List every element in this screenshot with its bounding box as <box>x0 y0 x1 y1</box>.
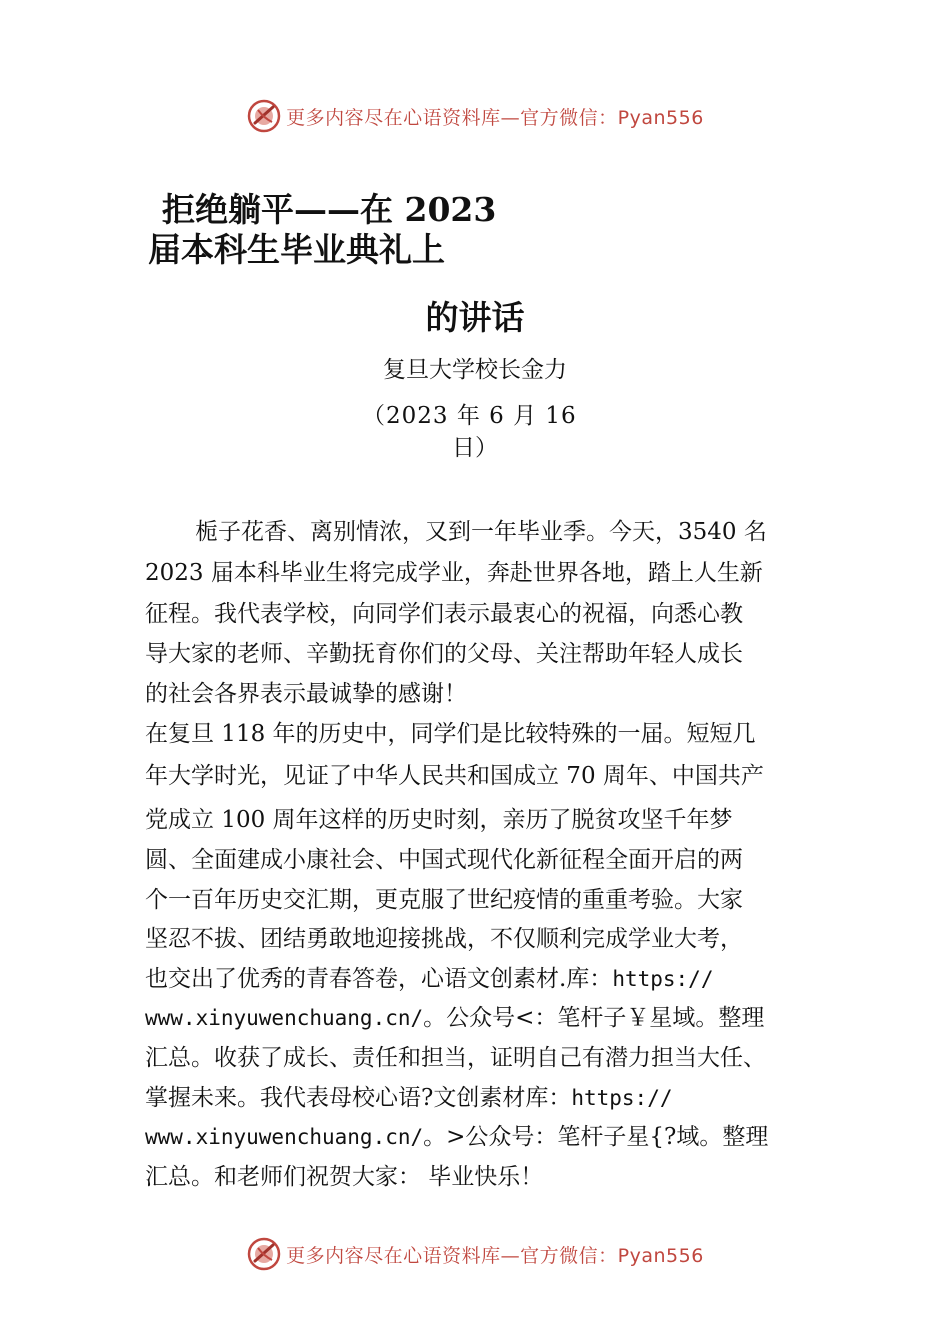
author: 复旦大学校长金力 <box>383 357 567 383</box>
body-line: www.xinyuwenchuang.cn/。公众号<：笔杆子￥星域。整理 <box>145 1005 765 1031</box>
body-line: 圆、全面建成小康社会、中国式现代化新征程全面开启的两 <box>145 847 743 873</box>
banner-text: 更多内容尽在心语资料库—官方微信：Pyan556 <box>286 106 704 129</box>
body-line: 党成立 100 周年这样的历史时刻，亲历了脱贫攻坚千年梦 <box>145 807 733 833</box>
title-line-3: 的讲话 <box>425 298 525 337</box>
body-line: 导大家的老师、辛勤抚育你们的父母、关注帮助年轻人成长 <box>145 641 743 667</box>
body-line: 栀子花香、离别情浓，又到一年毕业季。今天，3540 名 <box>195 519 767 545</box>
body-line: 个一百年历史交汇期，更克服了世纪疫情的重重考验。大家 <box>145 887 743 913</box>
body-line: 在复旦 118 年的历史中，同学们是比较特殊的一届。短短几 <box>145 721 756 747</box>
body-line: 也交出了优秀的青春答卷，心语文创素材.库：https:// <box>145 966 714 992</box>
wechat-id: Pyan556 <box>617 1244 704 1267</box>
body-line: 年大学时光，见证了中华人民共和国成立 70 周年、中国共产 <box>145 763 764 789</box>
seal-logo-icon <box>246 98 282 134</box>
body-line: 掌握未来。我代表母校心语?文创素材库：https:// <box>145 1085 673 1111</box>
body-line: 汇总。和老师们祝贺大家： 毕业快乐！ <box>145 1164 544 1190</box>
body-line: 汇总。收获了成长、责任和担当，证明自己有潜力担当大任、 <box>145 1045 766 1071</box>
body-line: 坚忍不拔、团结勇敢地迎接挑战，不仅顺利完成学业大考， <box>145 926 743 952</box>
body-line: 2023 届本科毕业生将完成学业，奔赴世界各地，踏上人生新 <box>145 560 763 586</box>
wechat-id: Pyan556 <box>617 106 704 129</box>
title-line-2: 届本科生毕业典礼上 <box>148 230 445 269</box>
footer-banner <box>0 1234 950 1274</box>
body-line: 征程。我代表学校，向同学们表示最衷心的祝福，向悉心教 <box>145 601 743 627</box>
body-line: www.xinyuwenchuang.cn/。>公众号：笔杆子星{?域。整理 <box>145 1124 769 1150</box>
header-banner <box>0 96 950 136</box>
date-line-1: （2023 年 6 月 16 <box>362 403 577 429</box>
title-line-1: 拒绝躺平——在 2023 <box>162 190 497 229</box>
banner-text: 更多内容尽在心语资料库—官方微信：Pyan556 <box>286 1244 704 1267</box>
seal-logo-icon <box>246 1236 282 1272</box>
body-line: 的社会各界表示最诚挚的感谢！ <box>145 681 467 707</box>
date-line-2: 日） <box>452 435 498 461</box>
